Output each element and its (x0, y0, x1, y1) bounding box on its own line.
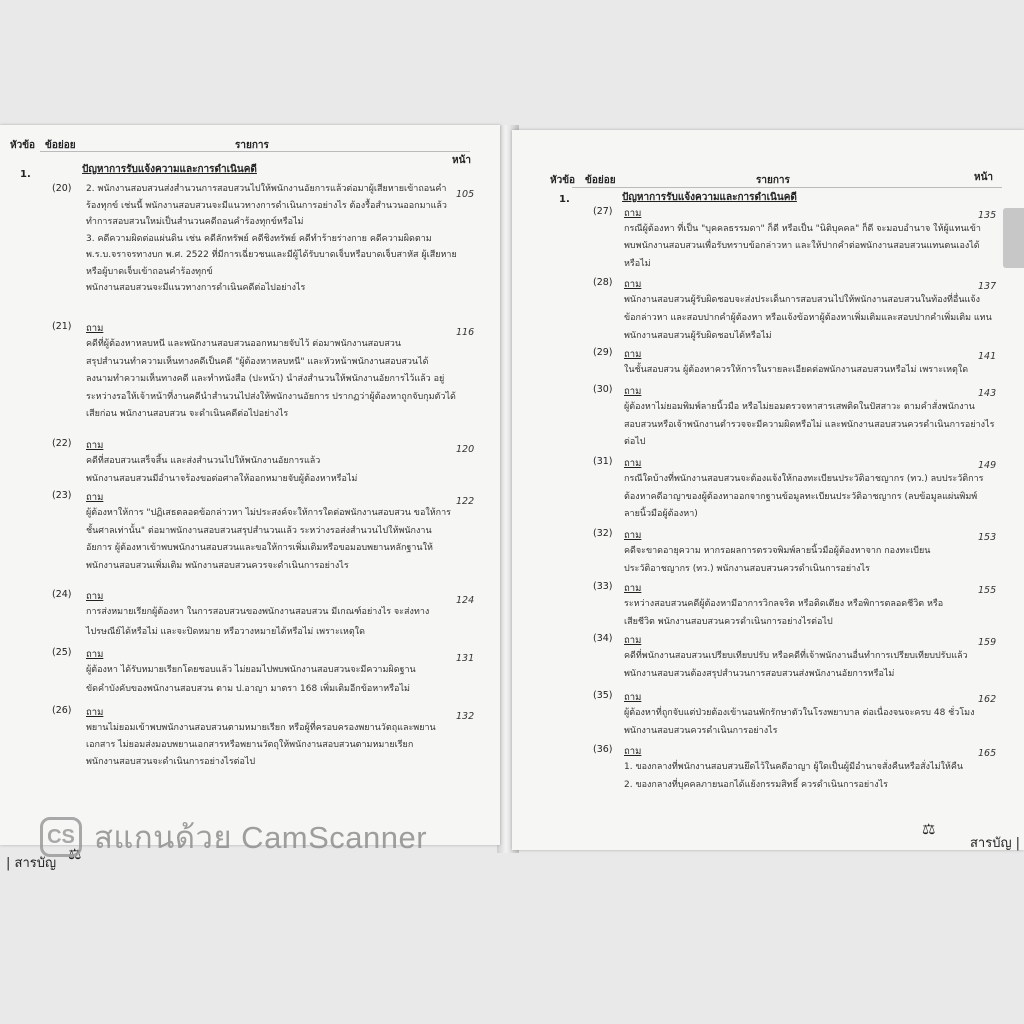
question-label: ถาม (86, 649, 104, 660)
section-number: 1. (20, 169, 31, 180)
entry-text-line: พนักงานสอบสวนเพิ่มเติม พนักงานสอบสวนควรจะดำเนินการอย่างไร (86, 560, 349, 571)
question-label: ถาม (624, 279, 642, 290)
page-number: 122 (456, 496, 475, 507)
camscanner-logo: CS (40, 817, 82, 857)
entry-text-line: ขัดคำบังคับของพนักงานสอบสวน ตาม ป.อาญา มาตรา 168 เพิ่มเติมอีกข้อหาหรือไม่ (86, 684, 410, 694)
section-number: 1. (559, 194, 570, 205)
question-label: ถาม (624, 458, 642, 469)
footer-label: สารบัญ | (970, 836, 1021, 851)
question-label: ถาม (86, 440, 104, 451)
page-number: 135 (978, 210, 997, 221)
entry-text-line: ระหว่างรอให้เจ้าหน้าที่งานคดีนำสำนวนไปส่งให้พนักงานอัยการ ปรากฏว่าผู้ต้องหาถูกจับกุมตัวได้ (86, 391, 456, 402)
page-number: 165 (978, 748, 997, 759)
entry-text-line: เสียก่อน พนักงานสอบสวน จะดำเนินคดีต่อไปอย่างไร (86, 409, 289, 420)
entry-number: (34) (593, 633, 613, 644)
entry-text-line: คดีที่พนักงานสอบสวนเปรียบเทียบปรับ หรือคดีที่เจ้าพนักงานอื่นทำการเปรียบเทียบปรับแล้ว (624, 651, 968, 661)
entry-text-line: การส่งหมายเรียกผู้ต้องหา ในการสอบสวนของพนักงานสอบสวน มีเกณฑ์อย่างไร จะส่งทาง (86, 607, 430, 617)
page-number: 159 (978, 637, 997, 648)
question-label: ถาม (624, 208, 642, 219)
entry-number: (35) (593, 690, 613, 701)
entry-text-line: ทำการสอบสวนใหม่เป็นสำนวนคดีถอนคำร้องทุกข์หรือไม่ (86, 217, 304, 227)
entry-number: (33) (593, 581, 613, 592)
entry-text-line: 1. ของกลางที่พนักงานสอบสวนยึดไว้ในคดีอาญา ผู้ใดเป็นผู้มีอำนาจสั่งคืนหรือสั่งไม่ให้คืน (624, 762, 964, 772)
entry-text-line: พบพนักงานสอบสวนเพื่อรับทราบข้อกล่าวหา และให้ปากคำต่อพนักงานสอบสวนแทนตนเองได้ (624, 241, 980, 252)
entry-text-line: กรณีใดบ้างที่พนักงานสอบสวนจะต้องแจ้งให้กองทะเบียนประวัติอาชญากร (ทว.) ลบประวัติการ (624, 474, 984, 484)
scales-of-justice-icon: ⚖ (922, 820, 936, 838)
page-number: 137 (978, 281, 997, 292)
entry-number: (28) (593, 277, 613, 288)
entry-text-line: ผู้ต้องหาให้การ "ปฏิเสธตลอดข้อกล่าวหา ไม่ประสงค์จะให้การใดต่อพนักงานสอบสวน ขอให้การ (86, 508, 452, 518)
page-number: 116 (456, 327, 475, 338)
entry-number: (30) (593, 384, 613, 395)
entry-text-line: 2. ของกลางที่บุคคลภายนอกได้แย้งกรรมสิทธิ์ ควรดำเนินการอย่างไร (624, 780, 888, 790)
entry-text-line: พนักงานสอบสวนต้องสรุปสำนวนการสอบสวนส่งพนักงานอัยการหรือไม่ (624, 669, 895, 679)
entry-text-line: ไปรษณีย์ได้หรือไม่ และจะปิดหมาย หรือวางหมายได้หรือไม่ เพราะเหตุใด (86, 626, 365, 637)
entry-text-line: หรือผู้บาดเจ็บเข้าถอนคำร้องทุกข์ (86, 266, 213, 277)
column-header-subitem: ข้อย่อย (585, 175, 616, 186)
entry-number: (36) (593, 744, 613, 755)
entry-text-line: ผู้ต้องหาที่ถูกจับแต่ป่วยต้องเข้านอนพักรักษาตัวในโรงพยาบาล ต่อเนื่องจนจะครบ 48 ชั่วโมง (624, 708, 975, 718)
page-number: 143 (978, 388, 997, 399)
question-label: ถาม (86, 591, 104, 602)
entry-text-line: ต้องหาคดีอาญาของผู้ต้องหาออกจากฐานข้อมูลทะเบียนประวัติอาชญากร (ลบข้อมูลแผ่นพิมพ์ (624, 491, 978, 502)
page-number: 132 (456, 711, 475, 722)
entry-number: (20) (52, 183, 72, 194)
column-header-topic: หัวข้อ (550, 175, 576, 186)
entry-text-line: พนักงานสอบสวนมีอำนาจร้องขอต่อศาลให้ออกหมายจับผู้ต้องหาหรือไม่ (86, 474, 358, 484)
entry-text-line: คดีที่สอบสวนเสร็จสิ้น และส่งสำนวนไปให้พนักงานอัยการแล้ว (86, 456, 321, 466)
entry-text-line: 2. พนักงานสอบสวนส่งสำนวนการสอบสวนไปให้พนักงานอัยการแล้วต่อมาผู้เสียหายเข้าถอนคำ (86, 184, 447, 194)
footer-label: | สารบัญ (6, 856, 57, 871)
page-number: 120 (456, 444, 475, 455)
entry-text-line: ผู้ต้องหาไม่ยอมพิมพ์ลายนิ้วมือ หรือไม่ยอมตรวจหาสารเสพติดในปัสสาวะ ตามคำสั่งพนักงาน (624, 402, 975, 412)
question-label: ถาม (86, 707, 104, 718)
question-label: ถาม (86, 492, 104, 503)
section-title: ปัญหาการรับแจ้งความและการดำเนินคดี (82, 164, 257, 175)
column-header-subitem: ข้อย่อย (45, 140, 76, 151)
entry-text-line: เอกสาร ไม่ยอมส่งมอบพยานเอกสารหรือพยานวัตถุให้พนักงานสอบสวนตามหมายเรียก (86, 740, 414, 750)
question-label: ถาม (624, 635, 642, 646)
page-number: 124 (456, 595, 475, 606)
camscanner-watermark (40, 812, 427, 862)
entry-number: (27) (593, 206, 613, 217)
entry-text-line: ลงนามทำความเห็นทางคดี และทำหนังสือ (ปะหน้า) นำส่งสำนวนให้พนักงานอัยการไว้แล้ว อยู่ (86, 374, 445, 385)
entry-text-line: พนักงานสอบสวนจะมีแนวทางการดำเนินคดีต่อไปอย่างไร (86, 283, 306, 293)
entry-text-line: ข้อกล่าวหา และสอบปากคำผู้ต้องหา หรือแจ้งข้อหาผู้ต้องหาเพิ่มเติมและสอบปากคำเพิ่มเติม แทน (624, 313, 992, 323)
left-page (0, 125, 500, 871)
column-header-page: หน้า (452, 155, 472, 166)
entry-number: (29) (593, 347, 613, 358)
column-header-page: หน้า (974, 172, 994, 183)
entry-text-line: ผู้ต้องหา ได้รับหมายเรียกโดยชอบแล้ว ไม่ยอมไปพบพนักงานสอบสวนจะมีความผิดฐาน (86, 665, 416, 675)
page-number: 153 (978, 532, 997, 543)
entry-number: (24) (52, 589, 72, 600)
question-label: ถาม (624, 746, 642, 757)
page-number: 162 (978, 694, 997, 705)
page-number: 131 (456, 653, 475, 664)
entry-number: (31) (593, 456, 613, 467)
entry-number: (23) (52, 490, 72, 501)
header-divider (40, 151, 470, 152)
entry-text-line: พนักงานสอบสวนผู้รับผิดชอบได้หรือไม่ (624, 331, 772, 341)
entry-text-line: ระหว่างสอบสวนคดีผู้ต้องหามีอาการวิกลจริต หรือติดเตียง หรือพิการตลอดชีวิต หรือ (624, 599, 944, 609)
page-tab-marker (1003, 208, 1024, 268)
column-header-topic: หัวข้อ (10, 140, 36, 151)
entry-text-line: ร้องทุกข์ เช่นนี้ พนักงานสอบสวนจะมีแนวทางการดำเนินการอย่างไร ต้องรื้อสำนวนออกมาแล้ว (86, 200, 447, 211)
entry-text-line: 3. คดีความผิดต่อแผ่นดิน เช่น คดีลักทรัพย์ คดีชิงทรัพย์ คดีทำร้ายร่างกาย คดีความผิดตาม (86, 233, 432, 244)
entry-number: (26) (52, 705, 72, 716)
scales-of-justice-icon: ⚖ (68, 845, 82, 863)
entry-text-line: สรุปสำนวนทำความเห็นทางคดีเป็นคดี "ผู้ต้องหาหลบหนี" และหัวหน้าพนักงานสอบสวนได้ (86, 356, 429, 367)
entry-text-line: พนักงานสอบสวนควรดำเนินการอย่างไร (624, 725, 778, 736)
entry-text-line: ในชั้นสอบสวน ผู้ต้องหาควรให้การในรายละเอียดต่อพนักงานสอบสวนหรือไม่ เพราะเหตุใด (624, 365, 969, 375)
entry-text-line: พนักงานสอบสวนจะดำเนินการอย่างไรต่อไป (86, 757, 256, 767)
question-label: ถาม (624, 386, 642, 397)
page-number: 149 (978, 460, 997, 471)
entry-number: (25) (52, 647, 72, 658)
entry-text-line: ต่อไป (624, 437, 646, 448)
question-label: ถาม (624, 583, 642, 594)
entry-text-line: ชั้นศาลเท่านั้น" ต่อมาพนักงานสอบสวนสรุปสำนวนแล้ว ระหว่างรอส่งสำนวนไปให้พนักงาน (86, 525, 432, 536)
entry-text-line: คดีจะขาดอายุความ หากรอผลการตรวจพิมพ์ลายนิ้วมือผู้ต้องหาจาก กองทะเบียน (624, 546, 931, 556)
entry-text-line: พนักงานสอบสวนผู้รับผิดชอบจะส่งประเด็นการสอบสวนไปให้พนักงานสอบสวนในท้องที่อื่นแจ้ง (624, 295, 980, 305)
entry-text-line: คดีที่ผู้ต้องหาหลบหนี และพนักงานสอบสวนออกหมายจับไว้ ต่อมาพนักงานสอบสวน (86, 339, 401, 349)
page-number: 155 (978, 585, 997, 596)
section-title: ปัญหาการรับแจ้งความและการดำเนินคดี (622, 192, 797, 203)
header-divider (572, 187, 1002, 188)
page-number: 105 (456, 189, 475, 200)
entry-text-line: กรณีผู้ต้องหา ที่เป็น "บุคคลธรรมดา" ก็ดี หรือเป็น "นิติบุคคล" ก็ดี จะมอบอำนาจ ให้ผู้แทนเข้า (624, 224, 981, 234)
entry-text-line: สอบสวนหรือเจ้าพนักงานตำรวจจะมีความผิดหรือไม่ และพนักงานสอบสวนควรดำเนินการอย่างไร (624, 419, 995, 430)
question-label: ถาม (86, 323, 104, 334)
entry-text-line: พยานไม่ยอมเข้าพบพนักงานสอบสวนตามหมายเรียก หรือผู้ที่ครอบครองพยานวัตถุและพยาน (86, 723, 436, 733)
watermark-text: สแกนด้วย CamScanner (94, 820, 428, 855)
entry-text-line: เสียชีวิต พนักงานสอบสวนควรดำเนินการอย่างไรต่อไป (624, 617, 833, 627)
question-label: ถาม (624, 692, 642, 703)
column-header-items: รายการ (235, 140, 269, 151)
column-header-items: รายการ (756, 175, 790, 186)
question-label: ถาม (624, 530, 642, 541)
entry-number: (22) (52, 438, 72, 449)
entry-text-line: อัยการ ผู้ต้องหาเข้าพบพนักงานสอบสวนและขอให้การเพิ่มเติมหรือขอมอบพยานหลักฐานให้ (86, 543, 433, 553)
right-page (512, 130, 1024, 850)
entry-text-line: หรือไม่ (624, 258, 651, 269)
entry-number: (32) (593, 528, 613, 539)
page-number: 141 (978, 351, 997, 362)
entry-number: (21) (52, 321, 72, 332)
question-label: ถาม (624, 349, 642, 360)
entry-text-line: ประวัติอาชญากร (ทว.) พนักงานสอบสวนควรดำเนินการอย่างไร (624, 563, 870, 574)
entry-text-line: พ.ร.บ.จราจรทางบก พ.ศ. 2522 ที่มีการเฉี่ยวชนและมีผู้ได้รับบาดเจ็บหรือบาดเจ็บสาหัส ผู้เสียหาย (86, 250, 457, 260)
entry-text-line: ลายนิ้วมือผู้ต้องหา) (624, 509, 698, 519)
